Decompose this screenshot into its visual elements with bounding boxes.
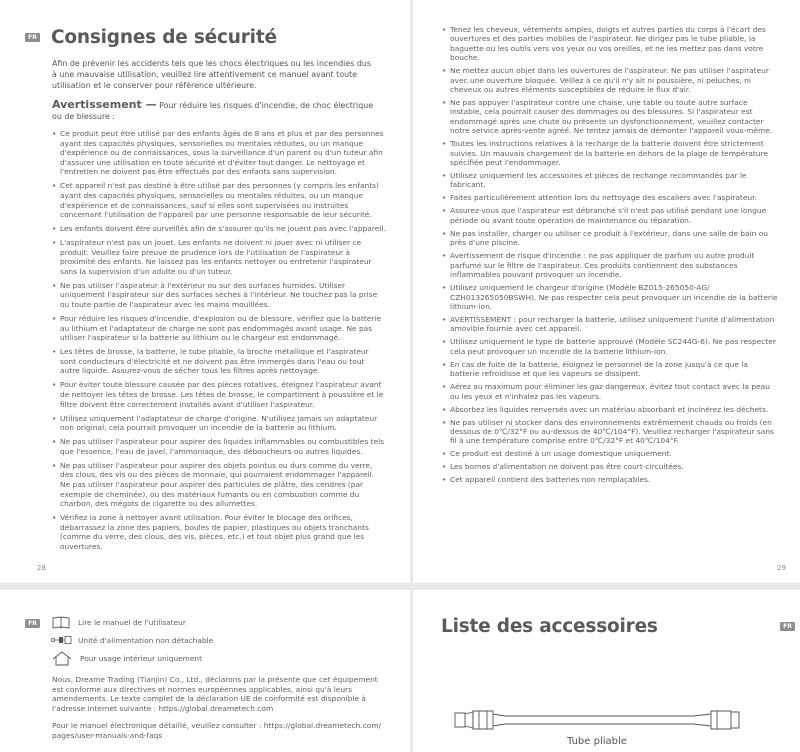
safety-item: • Cet appareil n'est pas destiné à être utilisé par des personnes (y compris les enfants) ayant des capacités physiques, sensorielles ou mentales réduites, ou un manque d'expérience et de connaissances, sauf si elles sont supervisées ou instruites concernant l'utilisation de l'appareil par une personne responsable de leur sécurité.	[52, 181, 386, 219]
safety-item: • Aérez au maximum pour éliminer les gaz dangereux, évitez tout contact avec la peau ou les yeux et n'inhalez pas les vapeurs.	[442, 382, 778, 401]
safety-item: • Ne pas utiliser ni stocker dans des environnements extrêmement chauds ou froids (en dessous de 0℃/32°F ou au-dessus de 40℃/104°F). Veuillez recharger l'aspirateur sans fil à une température comprise entre 0℃/32°F et 40℃/104°F.	[442, 418, 778, 446]
manual-link-text: Pour le manuel électronique détaillé, veuillez consulter : https://global.dreametech.com/ pages/user-manuals-and-faqs	[52, 721, 382, 740]
safety-item: • En cas de fuite de la batterie, éloignez le personnel de la zone jusqu'à ce que la batterie refroidisse et que les vapeurs se dissipent.	[442, 360, 778, 379]
conformity-declaration: Nous, Dreame Trading (Tianjin) Co., Ltd., déclarons par la présente que cet équipement est conforme aux directives et normes européennes applicables, ainsi qu'à leurs amendements. Le texte complet de la déclaration UE de conformité est disponible à l'adresse internet suivante : https://global.dreametech.com	[52, 675, 378, 713]
symbol-row-indoor	[50, 651, 202, 665]
safety-list-right	[442, 25, 778, 488]
safety-item: • Ce produit peut être utilisé par des enfants âgés de 8 ans et plus et par des personnes ayant des capacités physiques, sensorielles ou mentales réduites, ou un manque d'expérience ou de connaissances, sous la surveillance d'un parent ou d'un tuteur afin d'assurer une utilisation en toute sécurité et d'éviter tout danger. Le nettoyage et l'entretien ne doivent pas être effectués par des enfants sans supervision.	[52, 129, 386, 177]
safety-item: • AVERTISSEMENT : pour recharger la batterie, utilisez uniquement l'unité d'alimentation amovible fournie avec cet appareil.	[442, 315, 778, 334]
safety-item: • Utilisez uniquement le type de batterie approuvé (Modèle SC244G-6). Ne pas respecter cela peut provoquer un incendie de la batterie lithium-ion.	[442, 337, 778, 356]
safety-item: • Les têtes de brosse, la batterie, le tube pliable, la broche métallique et l'aspirateur sont conducteurs d'électricité et ne doivent pas être immergés dans l'eau ou tout autre liquide. Assurez-vous de sécher tous les filtres après nettoyage.	[52, 347, 386, 376]
warning-heading	[52, 99, 382, 122]
safety-item: • Ne pas utiliser l'aspirateur pour aspirer des liquides inflammables ou combustibles tels que l'essence, l'eau de javel, l'ammoniaque, des déboucheurs ou autres liquides.	[52, 437, 386, 456]
page-title: Consignes de sécurité	[51, 27, 277, 48]
safety-item: • Assurez-vous que l'aspirateur est débranché s'il n'est pas utilisé pendant une longue période ou avant toute opération de maintenance ou réparation.	[442, 206, 778, 225]
section-title: Liste des accessoires	[441, 616, 658, 637]
page-29	[413, 0, 800, 583]
page-symbols	[0, 590, 410, 752]
page-28	[0, 0, 410, 583]
safety-item: • Ne mettez aucun objet dans les ouvertures de l'aspirateur. Ne pas utiliser l'aspirateur avec une ouverture bloquée. Veillez à ce qu'il n'y ait ni poussière, ni peluches, ni cheveux ou autres éléments susceptibles de réduire le flux d'air.	[442, 66, 778, 94]
safety-item: • Ne pas utiliser l'aspirateur pour aspirer des objets pointus ou durs comme du verre, des clous, des vis ou des pièces de monnaie, qui pourraient endommager l'appareil. Ne pas utiliser l'aspirateur pour aspirer des particules de plâtre, des cendres (par exemple de cheminée), ou des matériaux fumants ou en combustion comme du charbon, des mégots de cigarette ou des allumettes.	[52, 461, 386, 509]
safety-item: • L'aspirateur n'est pas un jouet. Les enfants ne doivent ni jouer avec ni utiliser ce produit. Veuillez faire preuve de prudence lors de l'utilisation de l'aspirateur à proximité des enfants. Ne laissez pas les enfants nettoyer ou entretenir l'aspirateur sans la supervision d'un adulte ou d'un tuteur.	[52, 238, 386, 276]
symbol-label: Unité d'alimentation non détachable	[78, 635, 214, 645]
symbol-row-manual	[50, 615, 186, 629]
language-tag: FR	[25, 33, 40, 42]
page-number: 28	[37, 564, 46, 572]
power-unit-icon	[50, 633, 72, 647]
safety-item: • Pour éviter toute blessure causée par des pièces rotatives, éteignez l'aspirateur avant de nettoyer les têtes de brosse. Les têtes de brosse, le compartiment à poussière et le filtre doivent être correctement installés avant d'utiliser l'aspirateur.	[52, 380, 386, 409]
safety-item: • Toutes les instructions relatives à la recharge de la batterie doivent être strictement suivies. Un mauvais chargement de la batterie en dehors de la plage de température spécifiée peut l'endommager.	[442, 139, 778, 167]
safety-item: • Ne pas installer, charger ou utiliser ce produit à l'extérieur, dans une salle de bain ou près d'une piscine.	[442, 229, 778, 248]
symbol-row-power-unit	[50, 633, 213, 647]
safety-item: • Les enfants doivent être surveillés afin de s'assurer qu'ils ne jouent pas avec l'appareil.	[52, 224, 386, 234]
accessory-label: Tube pliable	[567, 736, 627, 747]
symbol-label: Pour usage intérieur uniquement	[80, 653, 203, 663]
intro-paragraph: Afin de prévenir les accidents tels que les chocs électriques ou les incendies dus à une mauvaise utilisation, veuillez lire attentivement ce manuel avant toute utilisation et le conserver pour référence ultérieure.	[52, 59, 371, 90]
safety-list-left	[52, 129, 386, 556]
safety-item: • Avertissement de risque d'incendie : ne pas appliquer de parfum ou autre produit parfumé sur le filtre de l'aspirateur. Ces produits contiennent des substances inflammables pouvant provoquer un incendie.	[442, 251, 778, 279]
page-accessories	[413, 590, 800, 752]
safety-item: • Ne pas utiliser l'aspirateur à l'extérieur ou sur des surfaces humides. Utiliser uniquement l'aspirateur sur des surfaces sèches à l'intérieur. Ne touchez pas la prise ou toute partie de l'aspirateur avec les mains mouillées.	[52, 281, 386, 310]
safety-item: • Utilisez uniquement le chargeur d'origine (Modèle BZ015-265050-AG/ CZH013265050BSWH). Ne pas respecter cela peut provoquer un incendie de la batterie lithium-ion.	[442, 283, 778, 311]
safety-item: • Utilisez uniquement les accessoires et pièces de rechange recommandés par le fabricant.	[442, 171, 778, 190]
page-number: 29	[777, 564, 786, 572]
manual-book-icon	[50, 615, 72, 629]
safety-item: • Cet appareil contient des batteries non remplaçables.	[442, 475, 778, 484]
language-tag: FR	[25, 619, 40, 628]
language-tag: FR	[780, 622, 795, 631]
safety-item: • Pour réduire les risques d'incendie, d'explosion ou de blessure, vérifiez que la batterie au lithium et l'adaptateur de charge ne sont pas endommagés avant usage. Ne pas utiliser l'aspirateur si la batterie au lithium ou le chargeur est endommagé.	[52, 314, 386, 343]
warning-lead: Avertissement —	[52, 98, 157, 111]
safety-item: • Utilisez uniquement l'adaptateur de charge d'origine. N'utilisez jamais un adaptateur non original, cela pourrait provoquer un incendie de la batterie au lithium.	[52, 414, 386, 433]
safety-item: • Ne pas appuyer l'aspirateur contre une chaise, une table ou toute autre surface instable, cela pourrait causer des dommages ou des blessures. Si l'aspirateur est endommagé après une chute ou présente un dysfonctionnement, veuillez contacter notre service après-vente agréé. Ne tentez jamais de démonter l'appareil vous-même.	[442, 98, 778, 136]
warning-text: Pour réduire les risques d'incendie, de choc électrique ou de blessure :	[52, 101, 374, 121]
safety-item: • Tenez les cheveux, vêtements amples, doigts et autres parties du corps à l'écart des ouvertures et des parties mobiles de l'aspirateur. Ne dirigez pas le tube pliable, la baguette ou les outils vers vos yeux ou vos oreilles, et ne les mettez pas dans votre bouche.	[442, 25, 778, 63]
safety-item: • Ce produit est destiné à un usage domestique uniquement.	[442, 449, 778, 458]
flexible-tube-illustration	[443, 700, 753, 740]
safety-item: • Vérifiez la zone à nettoyer avant utilisation. Pour éviter le blocage des orifices, débarrassez la zone des papiers, boules de papier, plastiques ou objets tranchants (comme du verre, des clous, des vis, pièces, etc.) et tout objet plus grand que les ouvertures.	[52, 513, 386, 551]
house-icon	[50, 651, 74, 665]
symbol-label: Lire le manuel de l'utilisateur	[78, 617, 186, 627]
safety-item: • Les bornes d'alimentation ne doivent pas être court-circuitées.	[442, 462, 778, 471]
safety-item: • Faites particulièrement attention lors du nettoyage des escaliers avec l'aspirateur.	[442, 193, 778, 202]
safety-item: • Absorbez les liquides renversés avec un matériau absorbant et incinérez les déchets.	[442, 405, 778, 414]
